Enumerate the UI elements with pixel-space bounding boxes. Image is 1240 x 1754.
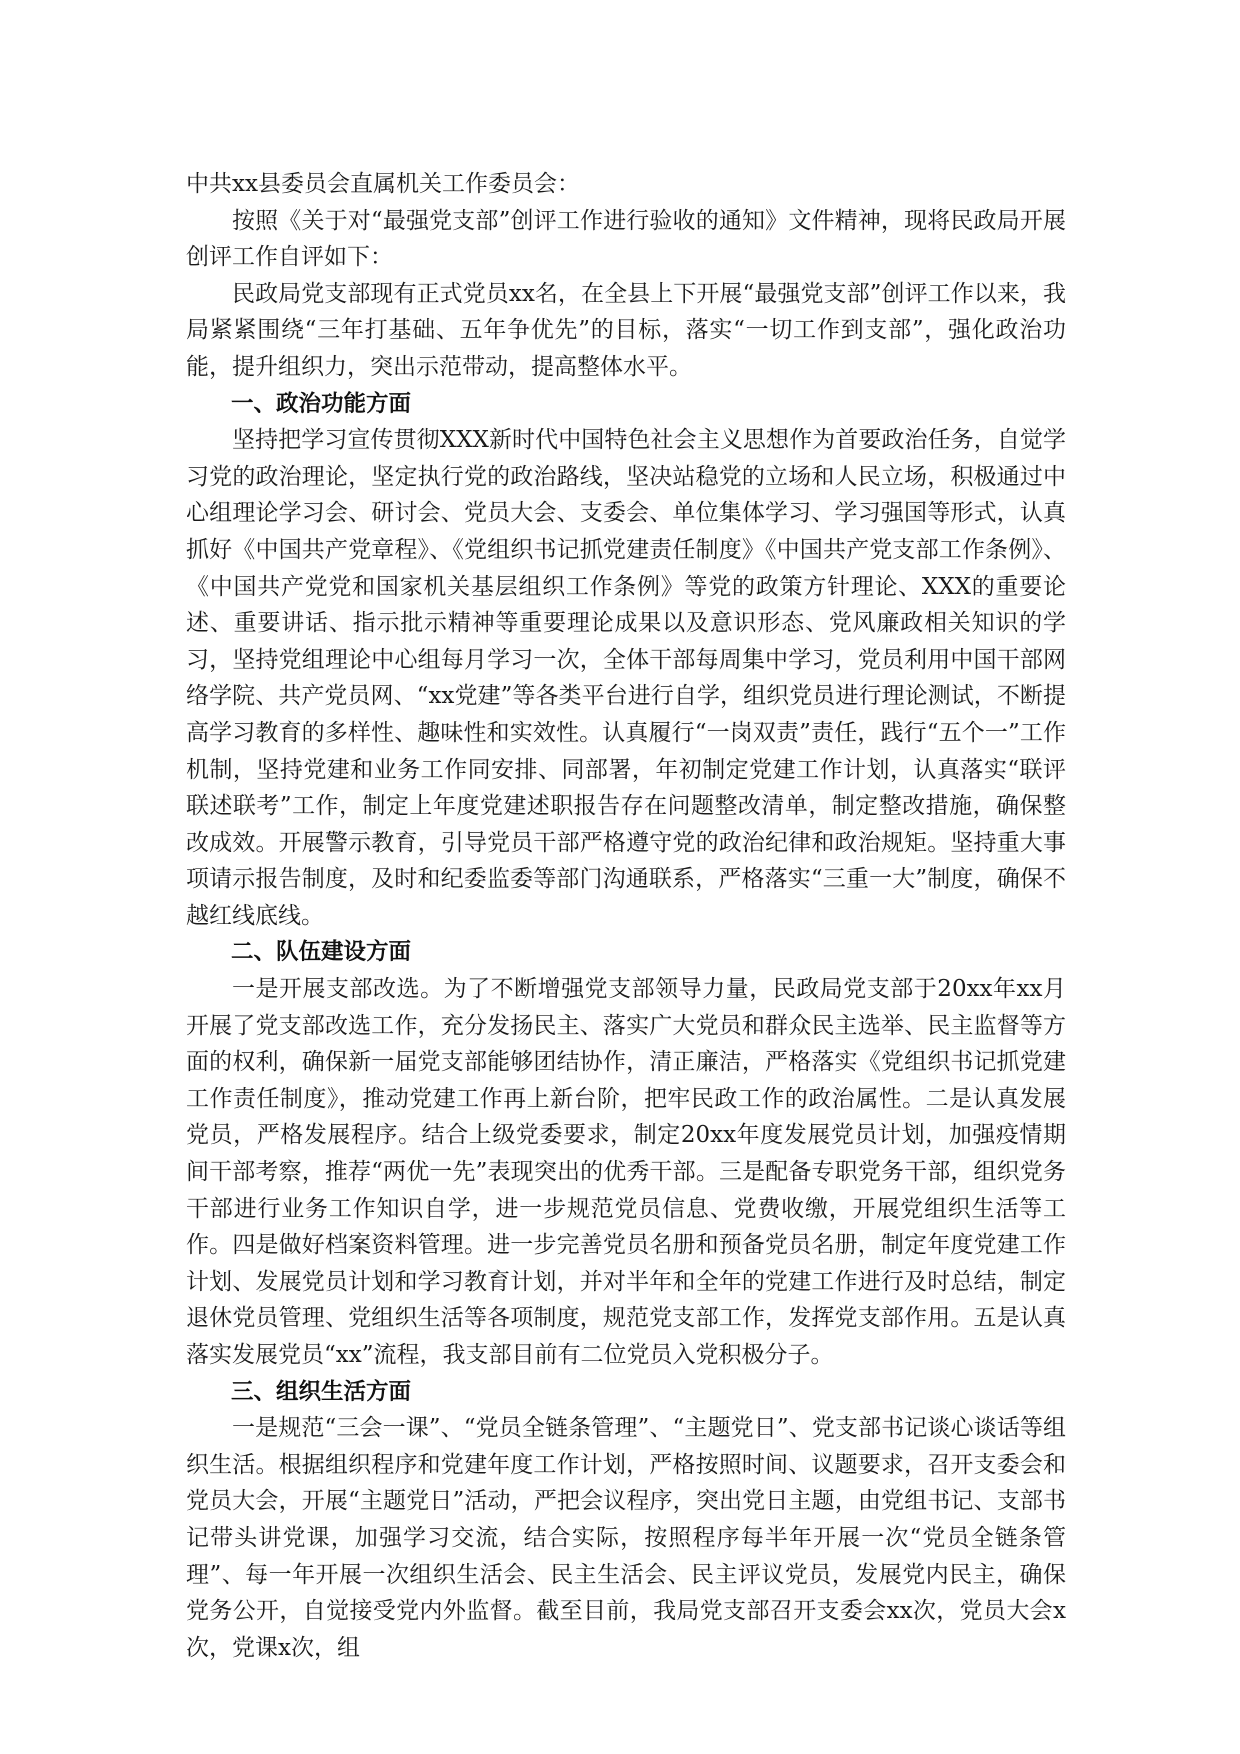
section-2-body: 一是开展支部改选。为了不断增强党支部领导力量，民政局党支部于20xx年xx月开展了党支部改选工作，充分发扬民主、落实广大党员和群众民主选举、民主监督等方面的权利，确保新一届党支部能够团结协作，清正廉洁，严格落实《党组织书记抓党建工作责任制度》，推动党建工作再上新台阶，把牢民政工作的政治属性。二是认真发展党员，严格发展程序。结合上级党委要求，制定20xx年度发展党员计划，加强疫情期间干部考察，推荐“两优一先”表现突出的优秀干部。三是配备专职党务干部，组织党务干部进行业务工作知识自学，进一步规范党员信息、党费收缴，开展党组织生活等工作。四是做好档案资料管理。进一步完善党员名册和预备党员名册，制定年度党建工作计划、发展党员计划和学习教育计划，并对半年和全年的党建工作进行及时总结，制定退休党员管理、党组织生活等各项制度，规范党支部工作，发挥党支部作用。五是认真落实发展党员“xx”流程，我支部目前有二位党员入党积极分子。 bbox=[186, 976, 1066, 1368]
intro-paragraph-1: 按照《关于对“最强党支部”创评工作进行验收的通知》文件精神，现将民政局开展创评工作自评如下： bbox=[186, 207, 1066, 271]
section-3-heading: 三、组织生活方面 bbox=[231, 1378, 412, 1405]
section-1-body: 坚持把学习宣传贯彻XXX新时代中国特色社会主义思想作为首要政治任务，自觉学习党的政治理论，坚定执行党的政治路线，坚决站稳党的立场和人民立场，积极通过中心组理论学习会、研讨会、党员大会、支委会、单位集体学习、学习强国等形式，认真抓好《中国共产党章程》、《党组织书记抓党建责任制度》《中国共产党支部工作条例》、《中国共产党党和国家机关基层组织工作条例》等党的政策方针理论、XXX的重要论述、重要讲话、指示批示精神等重要理论成果以及意识形态、党风廉政相关知识的学习，坚持党组理论中心组每月学习一次，全体干部每周集中学习，党员利用中国干部网络学院、共产党员网、“xx党建”等各类平台进行自学，组织党员进行理论测试，不断提高学习教育的多样性、趣味性和实效性。认真履行“一岗双责”责任，践行“五个一”工作机制，坚持党建和业务工作同安排、同部署，年初制定党建工作计划，认真落实“联评联述联考”工作，制定上年度党建述职报告存在问题整改清单，制定整改措施，确保整改成效。开展警示教育，引导党员干部严格遵守党的政治纪律和政治规矩。坚持重大事项请示报告制度，及时和纪委监委等部门沟通联系，严格落实“三重一大”制度，确保不越红线底线。 bbox=[186, 427, 1066, 929]
intro-paragraph-2: 民政局党支部现有正式党员xx名，在全县上下开展“最强党支部”创评工作以来，我局紧紧围绕“三年打基础、五年争优先”的目标，落实“一切工作到支部”，强化政治功能，提升组织力，突出示范带动，提高整体水平。 bbox=[186, 280, 1066, 380]
document-body bbox=[186, 166, 1066, 1666]
section-2-heading: 二、队伍建设方面 bbox=[231, 939, 412, 966]
section-1-heading: 一、政治功能方面 bbox=[231, 390, 412, 417]
salutation: 中共xx县委员会直属机关工作委员会： bbox=[186, 171, 580, 197]
section-3-body: 一是规范“三会一课”、“党员全链条管理”、“主题党日”、党支部书记谈心谈话等组织生活。根据组织程序和党建年度工作计划，严格按照时间、议题要求，召开支委会和党员大会，开展“主题党日”活动，严把会议程序，突出党日主题，由党组书记、支部书记带头讲党课，加强学习交流，结合实际，按照程序每半年开展一次“党员全链条管理”、每一年开展一次组织生活会、民主生活会、民主评议党员，发展党内民主，确保党务公开，自觉接受党内外监督。截至目前，我局党支部召开支委会xx次，党员大会x次，党课x次，组 bbox=[186, 1415, 1066, 1661]
